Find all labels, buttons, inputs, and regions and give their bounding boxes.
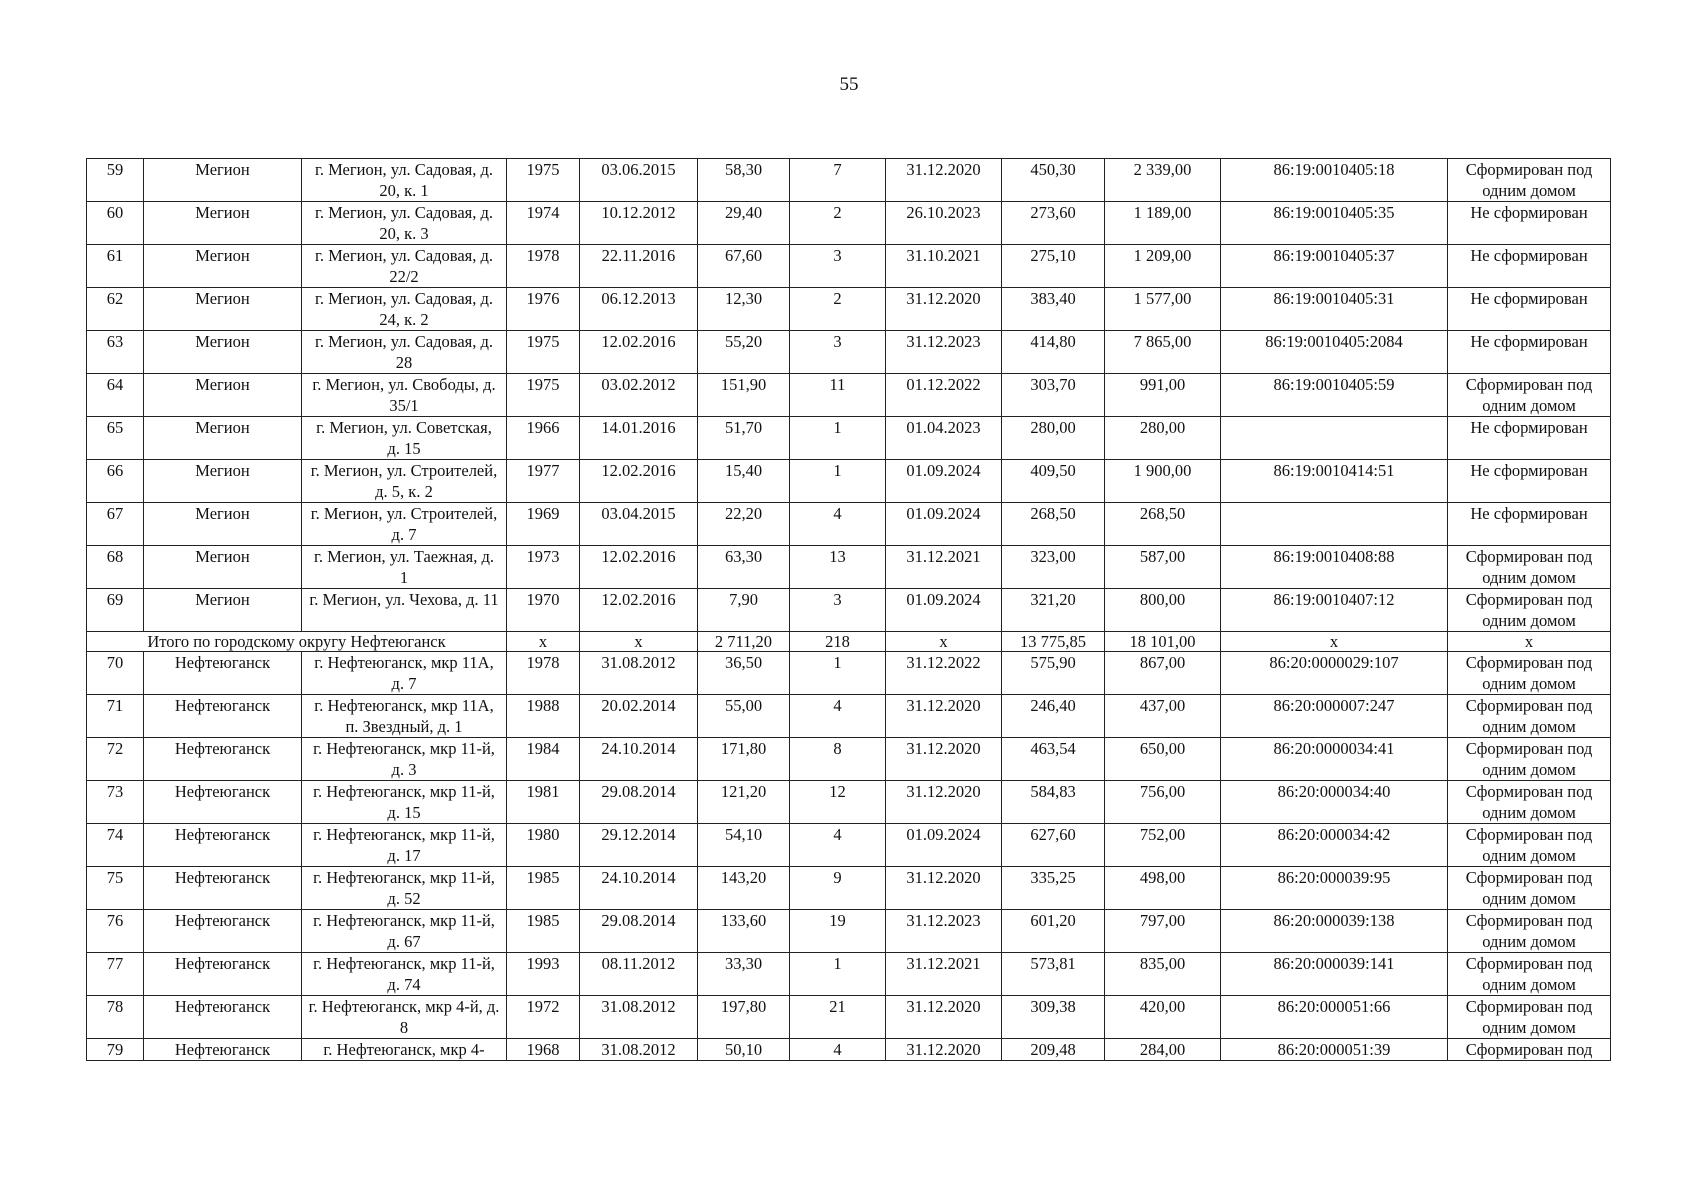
cell-address: г. Мегион, ул. Строителей, д. 5, к. 2 (302, 460, 507, 503)
cell-land-area: 498,00 (1105, 867, 1221, 910)
cell-row-number: 77 (87, 953, 144, 996)
cell-row-number: 61 (87, 245, 144, 288)
cell-cadastral-number: 86:19:0010414:51 (1221, 460, 1448, 503)
cell-land-status: Сформирован под одним домом (1448, 738, 1611, 781)
cell-land-area: 752,00 (1105, 824, 1221, 867)
cell-municipality: Нефтеюганск (144, 738, 302, 781)
page-number: 55 (839, 74, 859, 95)
cell-land-area: 756,00 (1105, 781, 1221, 824)
cell-municipality: Нефтеюганск (144, 652, 302, 695)
cell-municipality: Мегион (144, 202, 302, 245)
cell-area: 33,30 (698, 953, 790, 996)
housing-registry-table (86, 158, 1611, 1061)
cell-area: 15,40 (698, 460, 790, 503)
cell-year-built: 1981 (507, 781, 580, 824)
cell-residents: 1 (790, 652, 886, 695)
cell-municipality: Нефтеюганск (144, 910, 302, 953)
subtotal-deadline: x (886, 632, 1002, 652)
table-row (87, 996, 1611, 1039)
cell-address: г. Нефтеюганск, мкр 11-й, д. 17 (302, 824, 507, 867)
cell-year-built: 1975 (507, 159, 580, 202)
cell-row-number: 69 (87, 589, 144, 632)
cell-deadline: 31.12.2020 (886, 867, 1002, 910)
cell-land-status: Сформирован под (1448, 1039, 1611, 1061)
cell-address: г. Мегион, ул. Садовая, д. 20, к. 3 (302, 202, 507, 245)
cell-cadastral-number (1221, 503, 1448, 546)
cell-area: 51,70 (698, 417, 790, 460)
cell-year-built: 1978 (507, 245, 580, 288)
cell-land-status: Сформирован под одним домом (1448, 867, 1611, 910)
cell-row-number: 63 (87, 331, 144, 374)
cell-land-area: 991,00 (1105, 374, 1221, 417)
cell-date: 20.02.2014 (580, 695, 698, 738)
cell-cadastral-number: 86:20:000039:141 (1221, 953, 1448, 996)
cell-deadline: 31.12.2020 (886, 1039, 1002, 1061)
cell-total-area: 414,80 (1002, 331, 1105, 374)
cell-year-built: 1968 (507, 1039, 580, 1061)
cell-deadline: 31.12.2023 (886, 910, 1002, 953)
cell-area: 58,30 (698, 159, 790, 202)
table-row (87, 695, 1611, 738)
cell-cadastral-number: 86:20:000051:39 (1221, 1039, 1448, 1061)
cell-land-status: Не сформирован (1448, 245, 1611, 288)
cell-address: г. Нефтеюганск, мкр 11А, п. Звездный, д. 1 (302, 695, 507, 738)
cell-cadastral-number: 86:20:000034:40 (1221, 781, 1448, 824)
table-row (87, 589, 1611, 632)
cell-deadline: 01.09.2024 (886, 460, 1002, 503)
cell-municipality: Нефтеюганск (144, 867, 302, 910)
cell-row-number: 75 (87, 867, 144, 910)
cell-year-built: 1973 (507, 546, 580, 589)
cell-deadline: 01.12.2022 (886, 374, 1002, 417)
cell-year-built: 1975 (507, 331, 580, 374)
cell-land-status: Сформирован под одним домом (1448, 374, 1611, 417)
cell-land-area: 587,00 (1105, 546, 1221, 589)
table-row (87, 159, 1611, 202)
cell-land-status: Сформирован под одним домом (1448, 824, 1611, 867)
cell-year-built: 1978 (507, 652, 580, 695)
cell-deadline: 01.09.2024 (886, 589, 1002, 632)
cell-deadline: 31.12.2020 (886, 781, 1002, 824)
table-row (87, 417, 1611, 460)
cell-municipality: Нефтеюганск (144, 781, 302, 824)
cell-municipality: Мегион (144, 546, 302, 589)
cell-deadline: 31.10.2021 (886, 245, 1002, 288)
cell-area: 121,20 (698, 781, 790, 824)
cell-land-status: Сформирован под одним домом (1448, 159, 1611, 202)
cell-deadline: 31.12.2020 (886, 695, 1002, 738)
cell-year-built: 1972 (507, 996, 580, 1039)
cell-year-built: 1977 (507, 460, 580, 503)
cell-municipality: Нефтеюганск (144, 996, 302, 1039)
cell-year-built: 1993 (507, 953, 580, 996)
cell-area: 36,50 (698, 652, 790, 695)
cell-area: 171,80 (698, 738, 790, 781)
cell-year-built: 1975 (507, 374, 580, 417)
table-row (87, 546, 1611, 589)
cell-total-area: 601,20 (1002, 910, 1105, 953)
cell-cadastral-number: 86:19:0010405:18 (1221, 159, 1448, 202)
cell-residents: 8 (790, 738, 886, 781)
cell-address: г. Нефтеюганск, мкр 11-й, д. 74 (302, 953, 507, 996)
table-row (87, 460, 1611, 503)
cell-cadastral-number: 86:20:000034:42 (1221, 824, 1448, 867)
cell-residents: 7 (790, 159, 886, 202)
cell-year-built: 1974 (507, 202, 580, 245)
cell-land-status: Сформирован под одним домом (1448, 910, 1611, 953)
cell-total-area: 335,25 (1002, 867, 1105, 910)
cell-year-built: 1985 (507, 910, 580, 953)
cell-total-area: 383,40 (1002, 288, 1105, 331)
cell-area: 55,20 (698, 331, 790, 374)
cell-row-number: 59 (87, 159, 144, 202)
table-row (87, 202, 1611, 245)
cell-address: г. Мегион, ул. Строителей, д. 7 (302, 503, 507, 546)
cell-residents: 1 (790, 953, 886, 996)
cell-date: 29.08.2014 (580, 910, 698, 953)
table-row (87, 1039, 1611, 1061)
cell-land-area: 437,00 (1105, 695, 1221, 738)
cell-deadline: 01.04.2023 (886, 417, 1002, 460)
cell-address: г. Мегион, ул. Садовая, д. 22/2 (302, 245, 507, 288)
subtotal-land-status: x (1448, 632, 1611, 652)
cell-cadastral-number: 86:19:0010405:2084 (1221, 331, 1448, 374)
cell-date: 10.12.2012 (580, 202, 698, 245)
cell-cadastral-number: 86:19:0010405:37 (1221, 245, 1448, 288)
cell-row-number: 78 (87, 996, 144, 1039)
cell-total-area: 450,30 (1002, 159, 1105, 202)
cell-address: г. Мегион, ул. Садовая, д. 28 (302, 331, 507, 374)
cell-land-status: Не сформирован (1448, 331, 1611, 374)
cell-deadline: 01.09.2024 (886, 503, 1002, 546)
cell-cadastral-number: 86:20:000039:95 (1221, 867, 1448, 910)
cell-row-number: 74 (87, 824, 144, 867)
cell-land-area: 2 339,00 (1105, 159, 1221, 202)
cell-year-built: 1985 (507, 867, 580, 910)
cell-total-area: 627,60 (1002, 824, 1105, 867)
cell-total-area: 275,10 (1002, 245, 1105, 288)
cell-row-number: 68 (87, 546, 144, 589)
cell-deadline: 31.12.2022 (886, 652, 1002, 695)
cell-row-number: 79 (87, 1039, 144, 1061)
subtotal-cadastral-number: x (1221, 632, 1448, 652)
cell-land-area: 280,00 (1105, 417, 1221, 460)
table-row (87, 652, 1611, 695)
cell-municipality: Мегион (144, 245, 302, 288)
subtotal-area: 2 711,20 (698, 632, 790, 652)
subtotal-date: x (580, 632, 698, 652)
table-row (87, 824, 1611, 867)
cell-date: 14.01.2016 (580, 417, 698, 460)
cell-date: 03.02.2012 (580, 374, 698, 417)
cell-residents: 9 (790, 867, 886, 910)
cell-deadline: 31.12.2020 (886, 159, 1002, 202)
cell-municipality: Нефтеюганск (144, 824, 302, 867)
cell-total-area: 280,00 (1002, 417, 1105, 460)
subtotal-residents: 218 (790, 632, 886, 652)
cell-address: г. Мегион, ул. Таежная, д. 1 (302, 546, 507, 589)
table-row (87, 374, 1611, 417)
cell-land-status: Сформирован под одним домом (1448, 546, 1611, 589)
cell-municipality: Мегион (144, 288, 302, 331)
table-row (87, 910, 1611, 953)
cell-cadastral-number: 86:20:000039:138 (1221, 910, 1448, 953)
cell-area: 151,90 (698, 374, 790, 417)
cell-residents: 4 (790, 503, 886, 546)
table-row (87, 245, 1611, 288)
cell-residents: 3 (790, 245, 886, 288)
cell-total-area: 303,70 (1002, 374, 1105, 417)
cell-residents: 3 (790, 589, 886, 632)
cell-date: 03.06.2015 (580, 159, 698, 202)
cell-area: 133,60 (698, 910, 790, 953)
cell-cadastral-number: 86:19:0010405:31 (1221, 288, 1448, 331)
cell-cadastral-number: 86:20:0000034:41 (1221, 738, 1448, 781)
cell-municipality: Мегион (144, 374, 302, 417)
cell-address: г. Нефтеюганск, мкр 11-й, д. 3 (302, 738, 507, 781)
cell-date: 06.12.2013 (580, 288, 698, 331)
cell-land-area: 1 577,00 (1105, 288, 1221, 331)
cell-residents: 3 (790, 331, 886, 374)
cell-total-area: 584,83 (1002, 781, 1105, 824)
cell-cadastral-number: 86:19:0010408:88 (1221, 546, 1448, 589)
cell-date: 03.04.2015 (580, 503, 698, 546)
cell-deadline: 26.10.2023 (886, 202, 1002, 245)
cell-cadastral-number: 86:20:000007:247 (1221, 695, 1448, 738)
cell-land-status: Не сформирован (1448, 288, 1611, 331)
cell-total-area: 575,90 (1002, 652, 1105, 695)
cell-year-built: 1984 (507, 738, 580, 781)
cell-date: 24.10.2014 (580, 738, 698, 781)
cell-land-area: 800,00 (1105, 589, 1221, 632)
cell-residents: 13 (790, 546, 886, 589)
cell-cadastral-number: 86:20:0000029:107 (1221, 652, 1448, 695)
cell-date: 12.02.2016 (580, 331, 698, 374)
cell-municipality: Нефтеюганск (144, 953, 302, 996)
cell-total-area: 268,50 (1002, 503, 1105, 546)
cell-municipality: Нефтеюганск (144, 1039, 302, 1061)
cell-total-area: 463,54 (1002, 738, 1105, 781)
cell-residents: 2 (790, 288, 886, 331)
cell-row-number: 62 (87, 288, 144, 331)
cell-area: 143,20 (698, 867, 790, 910)
cell-total-area: 273,60 (1002, 202, 1105, 245)
cell-cadastral-number: 86:19:0010405:35 (1221, 202, 1448, 245)
cell-residents: 1 (790, 417, 886, 460)
cell-year-built: 1988 (507, 695, 580, 738)
cell-cadastral-number: 86:20:000051:66 (1221, 996, 1448, 1039)
cell-land-area: 420,00 (1105, 996, 1221, 1039)
cell-row-number: 67 (87, 503, 144, 546)
cell-row-number: 71 (87, 695, 144, 738)
cell-date: 12.02.2016 (580, 460, 698, 503)
cell-land-area: 650,00 (1105, 738, 1221, 781)
table-row (87, 331, 1611, 374)
cell-area: 63,30 (698, 546, 790, 589)
table-row (87, 288, 1611, 331)
cell-municipality: Мегион (144, 159, 302, 202)
cell-residents: 4 (790, 695, 886, 738)
cell-municipality: Мегион (144, 460, 302, 503)
cell-area: 7,90 (698, 589, 790, 632)
cell-date: 08.11.2012 (580, 953, 698, 996)
cell-date: 12.02.2016 (580, 589, 698, 632)
cell-year-built: 1969 (507, 503, 580, 546)
cell-area: 50,10 (698, 1039, 790, 1061)
cell-land-area: 867,00 (1105, 652, 1221, 695)
cell-date: 22.11.2016 (580, 245, 698, 288)
cell-land-status: Сформирован под одним домом (1448, 996, 1611, 1039)
cell-address: г. Нефтеюганск, мкр 11А, д. 7 (302, 652, 507, 695)
cell-area: 55,00 (698, 695, 790, 738)
cell-row-number: 66 (87, 460, 144, 503)
cell-date: 12.02.2016 (580, 546, 698, 589)
cell-row-number: 76 (87, 910, 144, 953)
cell-row-number: 72 (87, 738, 144, 781)
cell-address: г. Нефтеюганск, мкр 11-й, д. 67 (302, 910, 507, 953)
cell-municipality: Мегион (144, 417, 302, 460)
cell-area: 12,30 (698, 288, 790, 331)
cell-deadline: 31.12.2023 (886, 331, 1002, 374)
table-row (87, 503, 1611, 546)
cell-residents: 4 (790, 1039, 886, 1061)
cell-address: г. Нефтеюганск, мкр 4-й, д. 8 (302, 996, 507, 1039)
cell-residents: 4 (790, 824, 886, 867)
cell-deadline: 31.12.2021 (886, 953, 1002, 996)
cell-total-area: 409,50 (1002, 460, 1105, 503)
cell-total-area: 321,20 (1002, 589, 1105, 632)
cell-deadline: 01.09.2024 (886, 824, 1002, 867)
cell-deadline: 31.12.2020 (886, 738, 1002, 781)
cell-residents: 12 (790, 781, 886, 824)
cell-address: г. Нефтеюганск, мкр 11-й, д. 15 (302, 781, 507, 824)
cell-land-status: Не сформирован (1448, 503, 1611, 546)
cell-municipality: Мегион (144, 503, 302, 546)
cell-municipality: Мегион (144, 589, 302, 632)
cell-row-number: 73 (87, 781, 144, 824)
cell-date: 24.10.2014 (580, 867, 698, 910)
cell-land-area: 1 209,00 (1105, 245, 1221, 288)
cell-row-number: 60 (87, 202, 144, 245)
cell-area: 54,10 (698, 824, 790, 867)
cell-row-number: 70 (87, 652, 144, 695)
subtotal-year-built: x (507, 632, 580, 652)
cell-year-built: 1970 (507, 589, 580, 632)
cell-land-status: Сформирован под одним домом (1448, 652, 1611, 695)
cell-land-area: 284,00 (1105, 1039, 1221, 1061)
cell-total-area: 209,48 (1002, 1039, 1105, 1061)
cell-area: 67,60 (698, 245, 790, 288)
table-row (87, 867, 1611, 910)
table-row (87, 738, 1611, 781)
cell-address: г. Нефтеюганск, мкр 4- (302, 1039, 507, 1061)
cell-cadastral-number: 86:19:0010407:12 (1221, 589, 1448, 632)
cell-cadastral-number (1221, 417, 1448, 460)
cell-land-area: 1 189,00 (1105, 202, 1221, 245)
cell-address: г. Нефтеюганск, мкр 11-й, д. 52 (302, 867, 507, 910)
cell-municipality: Нефтеюганск (144, 695, 302, 738)
cell-land-status: Сформирован под одним домом (1448, 953, 1611, 996)
cell-address: г. Мегион, ул. Свободы, д. 35/1 (302, 374, 507, 417)
cell-date: 31.08.2012 (580, 1039, 698, 1061)
cell-residents: 11 (790, 374, 886, 417)
cell-land-area: 7 865,00 (1105, 331, 1221, 374)
cell-date: 29.08.2014 (580, 781, 698, 824)
cell-year-built: 1980 (507, 824, 580, 867)
subtotal-label: Итого по городскому округу Нефтеюганск (87, 632, 507, 652)
cell-deadline: 31.12.2021 (886, 546, 1002, 589)
cell-land-area: 797,00 (1105, 910, 1221, 953)
cell-land-status: Не сформирован (1448, 202, 1611, 245)
cell-land-status: Сформирован под одним домом (1448, 695, 1611, 738)
cell-total-area: 246,40 (1002, 695, 1105, 738)
cell-land-status: Не сформирован (1448, 460, 1611, 503)
cell-total-area: 309,38 (1002, 996, 1105, 1039)
cell-date: 29.12.2014 (580, 824, 698, 867)
cell-residents: 2 (790, 202, 886, 245)
subtotal-land-area: 18 101,00 (1105, 632, 1221, 652)
cell-total-area: 323,00 (1002, 546, 1105, 589)
cell-deadline: 31.12.2020 (886, 288, 1002, 331)
cell-cadastral-number: 86:19:0010405:59 (1221, 374, 1448, 417)
cell-municipality: Мегион (144, 331, 302, 374)
cell-residents: 19 (790, 910, 886, 953)
cell-land-status: Не сформирован (1448, 417, 1611, 460)
cell-residents: 21 (790, 996, 886, 1039)
cell-address: г. Мегион, ул. Чехова, д. 11 (302, 589, 507, 632)
subtotal-row (87, 632, 1611, 652)
cell-total-area: 573,81 (1002, 953, 1105, 996)
table-row (87, 781, 1611, 824)
cell-land-area: 835,00 (1105, 953, 1221, 996)
cell-deadline: 31.12.2020 (886, 996, 1002, 1039)
cell-date: 31.08.2012 (580, 652, 698, 695)
cell-year-built: 1966 (507, 417, 580, 460)
cell-year-built: 1976 (507, 288, 580, 331)
cell-land-status: Сформирован под одним домом (1448, 781, 1611, 824)
cell-land-area: 268,50 (1105, 503, 1221, 546)
cell-land-area: 1 900,00 (1105, 460, 1221, 503)
cell-land-status: Сформирован под одним домом (1448, 589, 1611, 632)
subtotal-total-area: 13 775,85 (1002, 632, 1105, 652)
cell-row-number: 64 (87, 374, 144, 417)
cell-area: 197,80 (698, 996, 790, 1039)
cell-date: 31.08.2012 (580, 996, 698, 1039)
cell-address: г. Мегион, ул. Советская, д. 15 (302, 417, 507, 460)
table-row (87, 953, 1611, 996)
cell-address: г. Мегион, ул. Садовая, д. 20, к. 1 (302, 159, 507, 202)
cell-row-number: 65 (87, 417, 144, 460)
cell-address: г. Мегион, ул. Садовая, д. 24, к. 2 (302, 288, 507, 331)
cell-residents: 1 (790, 460, 886, 503)
cell-area: 22,20 (698, 503, 790, 546)
cell-area: 29,40 (698, 202, 790, 245)
